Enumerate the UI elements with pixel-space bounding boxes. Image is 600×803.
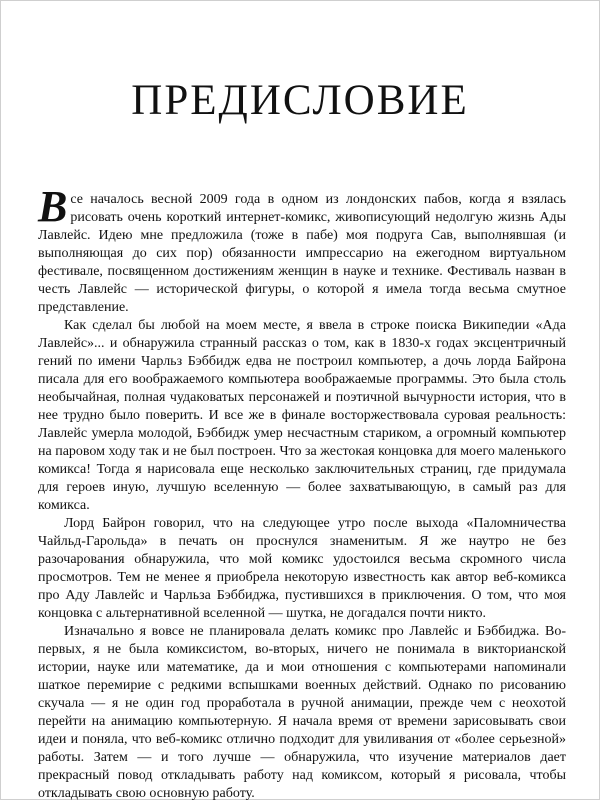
paragraph-3: Лорд Байрон говорил, что на следующее утро после выхода «Паломничества Чайльд-Гарольда» в печать он проснулся знаменитым. Я же наутро не без разочарования обнаружила, что мой комикс удостоился весьма скромного числа просмотров. Тем не менее я приобрела некоторую известность как автор веб-комикса про Аду Лавлейс и Чарльза Бэббиджа, пустившихся в приключения. О том, что моя концовка с альтернативной вселенной — шутка, не догадался почти никто. [38,516,566,621]
body-text [38,182,567,803]
paragraph-1 [38,182,566,317]
paragraph-1-text: се началось весной 2009 года в одном из лондонских пабов, когда я взялась рисовать очень короткий интернет-комикс, живописующий недолгую жизнь Ады Лавлейс. Идею мне предложила (тоже в пабе) моя подруга Сав, выполнявшая (и выполняющая до сих пор) обязанности импрессарио на ежегодном виртуальном фестивале, посвященном достижениям женщин в науке и технике. Фестиваль назван в честь Лавлейс — исторической фигуры, о которой я имела тогда весьма смутное представление. [38,192,566,315]
paragraph-2: Как сделал бы любой на моем месте, я ввела в строке поиска Википедии «Ада Лавлейс»... и обнаружила странный рассказ о том, как в 1830-х годах эксцентричный гений по имени Чарльз Бэббидж едва не построил компьютер, а дочь лорда Байрона писала для его воображаемого компьютера воображаемые программы. Это была столь необычайная, полная чудаковатых персонажей и поэтичной вычурности история, что в нее трудно было поверить. И все же в финале восторжествовала суровая реальность: Лавлейс умерла молодой, Бэббидж умер несчастным стариком, а огромный компьютер на паровом ходу так и не был построен. Что за жестокая концовка для моего маленького комикса! Тогда я нарисовала еще несколько заключительных страниц, где придумала для героев иную, лучшую вселенную — более захватывающую, в самый раз для комикса. [38,318,567,513]
page-title: ПРЕДИСЛОВИЕ [131,77,469,124]
drop-cap: В [38,182,68,231]
paragraph-4: Изначально я вовсе не планировала делать комикс про Лавлейс и Бэббиджа. Во-первых, я не была комиксистом, во-вторых, ничего не понимала в викторианской истории, науке или математике, да и мои отношения с компьютерами напоминали шаткое перемирие с редкими вспышками военных действий. Однако по рисованию скучала — я не один год проработала в ручной анимации, прежде чем с неохотой перейти на анимацию компьютерную. Я начала время от времени зарисовывать свои идеи и поняла, что веб-комикс отлично подходит для увиливания от «более серьезной» работы. Затем — и того лучше — обнаружила, что изучение материалов дает прекрасный повод откладывать работу над комиксом, который я рисовала, чтобы откладывать свою основную работу. [38,624,566,801]
